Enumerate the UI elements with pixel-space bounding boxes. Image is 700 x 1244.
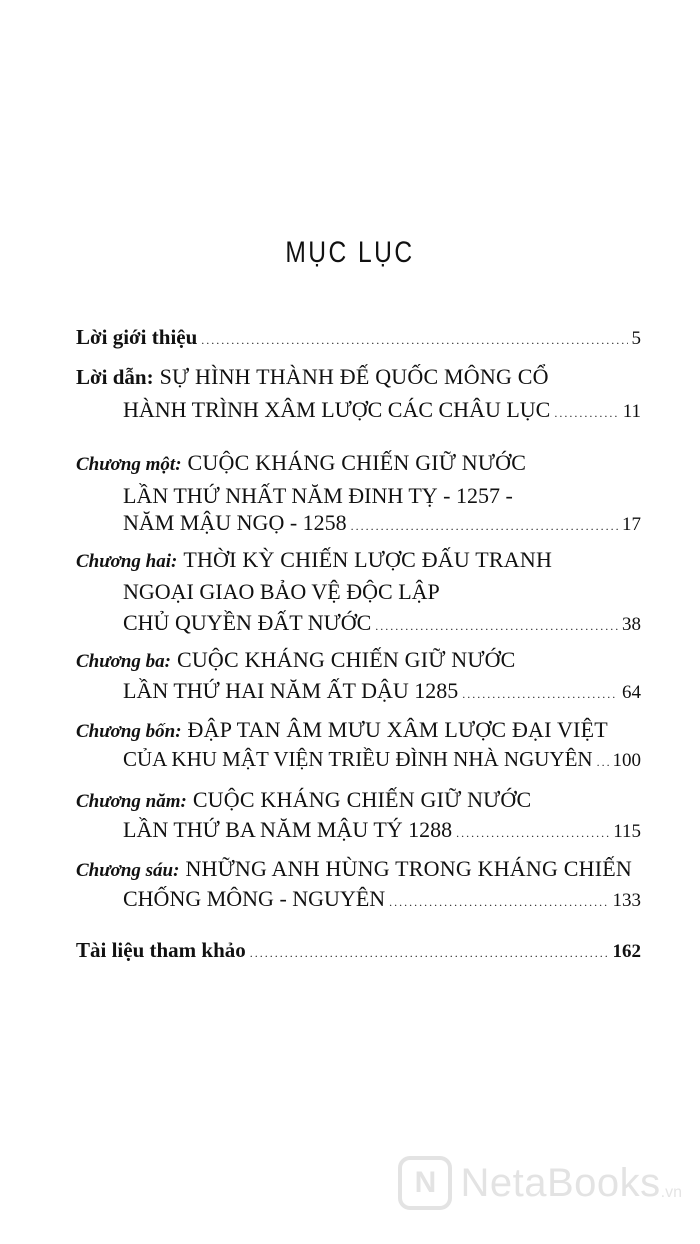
toc-entry-references[interactable] — [76, 938, 641, 963]
leader-dots — [389, 895, 608, 910]
entry-label: Chương hai: — [76, 551, 178, 572]
entry-page: 17 — [622, 514, 641, 535]
entry-title-line: CỦA KHU MẬT VIỆN TRIỀU ĐÌNH NHÀ NGUYÊN — [123, 747, 593, 771]
entry-title-line: CUỘC KHÁNG CHIẾN GIỮ NƯỚC — [176, 647, 516, 672]
entry-page: 162 — [612, 941, 641, 962]
entry-title-line: LẦN THỨ HAI NĂM ẤT DẬU 1285 — [123, 678, 459, 703]
toc-entry-ch2-cont[interactable] — [123, 610, 641, 636]
entry-page: 11 — [622, 401, 641, 422]
toc-entry-ch5-cont[interactable] — [123, 817, 641, 843]
entry-page: 115 — [613, 821, 641, 842]
entry-title: Tài liệu tham khảo — [76, 938, 246, 962]
leader-dots — [554, 406, 618, 421]
toc-entry-preface[interactable] — [76, 364, 641, 390]
entry-title-line: NHỮNG ANH HÙNG TRONG KHÁNG CHIẾN — [185, 856, 632, 881]
entry-page: 133 — [612, 890, 641, 911]
entry-label: Chương năm: — [76, 791, 187, 812]
entry-label: Lời dẫn: — [76, 365, 154, 389]
entry-title: Lời giới thiệu — [76, 325, 198, 349]
entry-title-line: LẦN THỨ NHẤT NĂM ĐINH TỴ - 1257 - — [123, 483, 513, 508]
netabooks-logo-icon: N — [398, 1156, 452, 1210]
entry-page: 64 — [622, 682, 641, 703]
toc-entry-intro[interactable] — [76, 325, 641, 350]
leader-dots — [250, 946, 609, 961]
toc-entry-ch6-cont[interactable] — [123, 886, 641, 912]
entry-title-line: THỜI KỲ CHIẾN LƯỢC ĐẤU TRANH — [183, 547, 553, 572]
netabooks-watermark — [398, 1156, 682, 1210]
entry-title-line: CUỘC KHÁNG CHIẾN GIỮ NƯỚC — [187, 450, 527, 475]
toc-entry-ch2[interactable] — [76, 547, 641, 573]
entry-label: Chương ba: — [76, 651, 171, 672]
toc-entry-ch4[interactable] — [76, 717, 641, 743]
entry-title-line: LẦN THỨ BA NĂM MẬU TÝ 1288 — [123, 817, 453, 842]
toc-entry-preface-cont[interactable] — [123, 397, 641, 423]
toc-heading: MỤC LỤC — [285, 236, 415, 269]
entry-title-line: CHỦ QUYỀN ĐẤT NƯỚC — [123, 610, 372, 635]
toc-entry-ch5[interactable] — [76, 787, 641, 813]
entry-title-line: SỰ HÌNH THÀNH ĐẾ QUỐC MÔNG CỔ — [159, 364, 549, 389]
leader-dots — [375, 619, 618, 634]
leader-dots — [351, 519, 618, 534]
entry-page: 5 — [631, 328, 641, 349]
toc-entry-ch1[interactable] — [76, 450, 641, 476]
toc-entry-ch3[interactable] — [76, 647, 641, 673]
entry-page: 38 — [622, 614, 641, 635]
toc-entry-ch2-cont — [123, 579, 641, 605]
leader-dots — [462, 687, 618, 702]
toc-entry-ch3-cont[interactable] — [123, 678, 641, 704]
entry-title-line: NĂM MẬU NGỌ - 1258 — [123, 510, 347, 535]
entry-page: 100 — [612, 750, 641, 771]
entry-title-line: NGOẠI GIAO BẢO VỆ ĐỘC LẬP — [123, 579, 440, 604]
watermark-suffix: .vn — [660, 1184, 682, 1201]
leader-dots — [597, 755, 609, 770]
entry-title-line: CHỐNG MÔNG - NGUYÊN — [123, 886, 386, 911]
toc-entry-ch1-cont — [123, 483, 641, 509]
entry-label: Chương bốn: — [76, 721, 182, 742]
entry-label: Chương sáu: — [76, 860, 180, 881]
entry-title-line: HÀNH TRÌNH XÂM LƯỢC CÁC CHÂU LỤC — [123, 397, 551, 422]
toc-entry-ch6[interactable] — [76, 856, 641, 882]
entry-label: Chương một: — [76, 454, 182, 475]
entry-title-line: CUỘC KHÁNG CHIẾN GIỮ NƯỚC — [192, 787, 532, 812]
watermark-text: NetaBooks — [460, 1160, 661, 1205]
leader-dots — [201, 333, 627, 348]
toc-entry-ch1-cont[interactable] — [123, 510, 641, 536]
entry-title-line: ĐẬP TAN ÂM MƯU XÂM LƯỢC ĐẠI VIỆT — [187, 717, 608, 742]
toc-entry-ch4-cont[interactable] — [123, 747, 641, 772]
leader-dots — [456, 826, 609, 841]
